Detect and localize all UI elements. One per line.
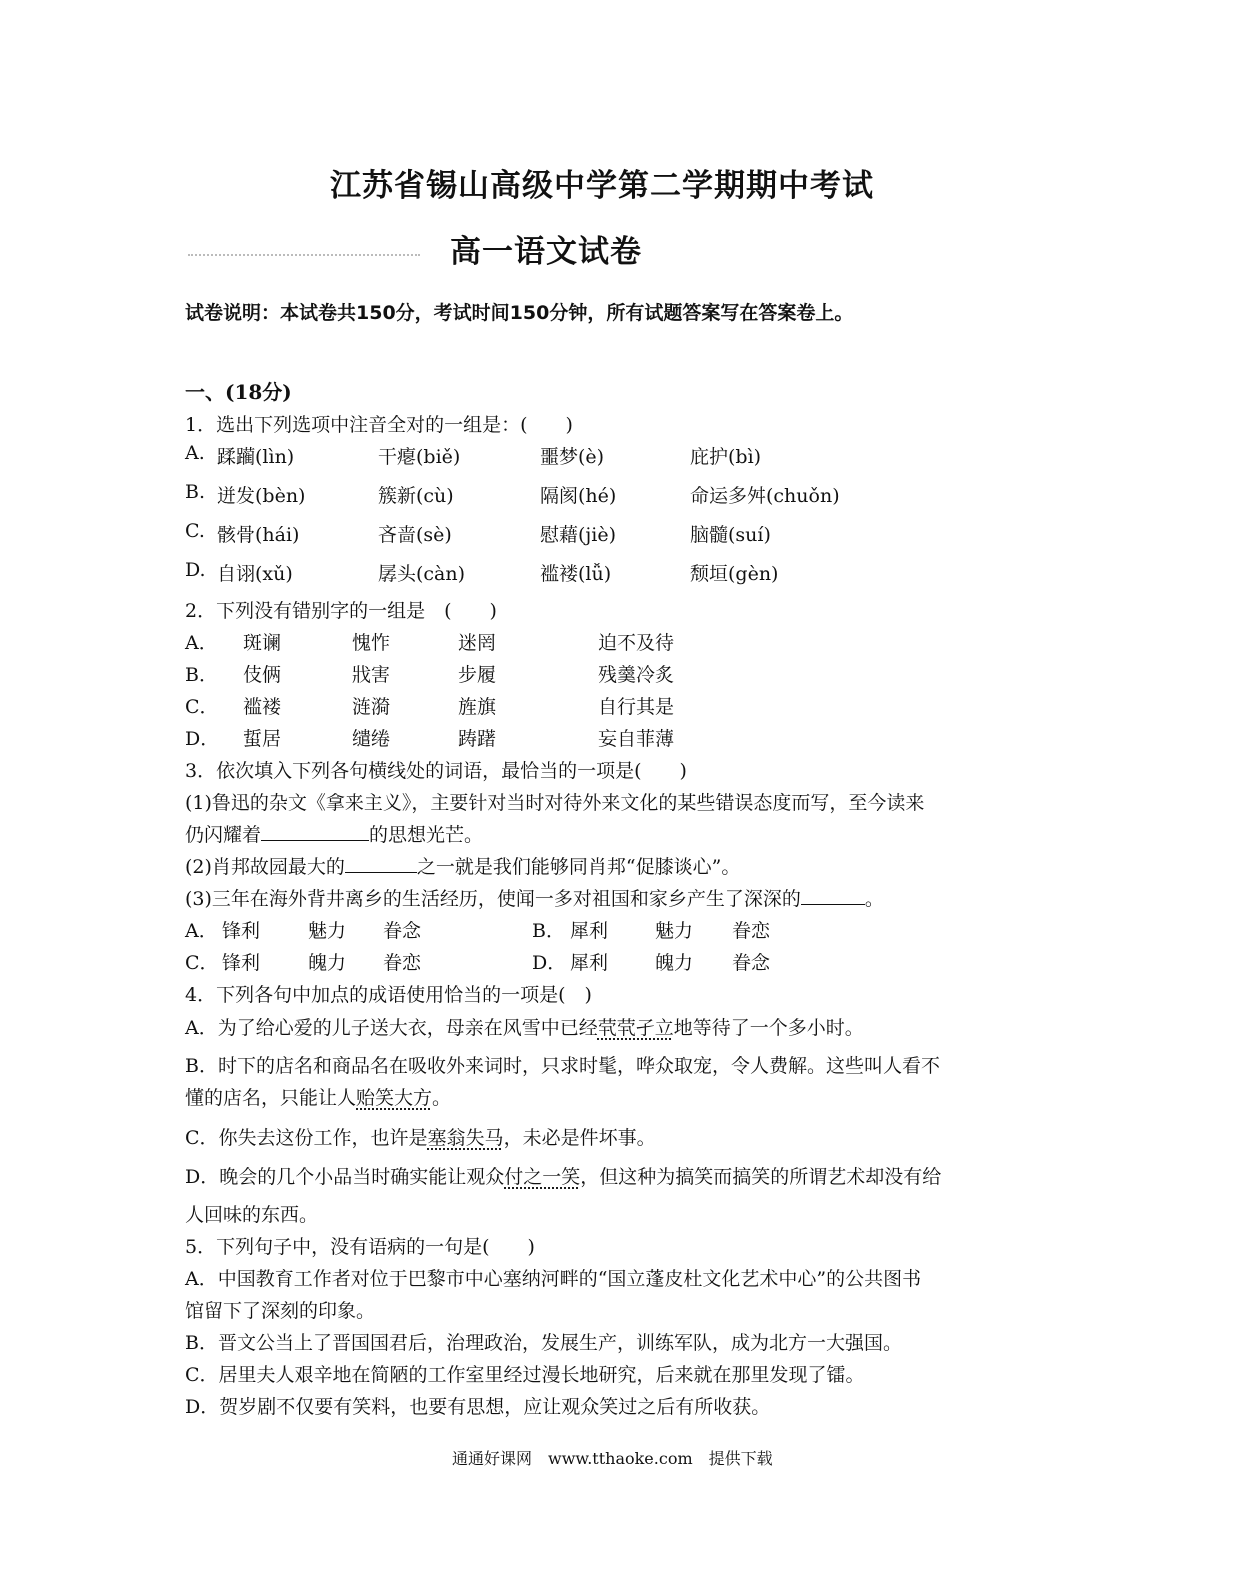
q5-stem: 5．下列句子中，没有语病的一句是( ): [185, 1236, 535, 1258]
exam-subtitle: 高一语文试卷: [450, 234, 642, 270]
page-footer: 通通好课网 www.tthaoke.com 提供下载: [452, 1449, 773, 1468]
q5-option-d: D．贺岁剧不仅要有笑料，也要有思想，应让观众笑过之后有所收获。: [185, 1396, 771, 1418]
option-label: D．: [185, 728, 220, 750]
option-item: 簇新(cù): [378, 485, 454, 507]
option-label: B．: [185, 664, 218, 686]
option-item: 旌旗: [458, 696, 497, 718]
q4-option-b-line1: B．时下的店名和商品名在吸收外来词时，只求时髦，哗众取宠，令人费解。这些叫人看不: [185, 1055, 940, 1077]
text: (3)三年在海外背井离乡的生活经历，使闻一多对祖国和家乡产生了深深的: [185, 888, 801, 910]
text: ，但这种为搞笑而搞笑的所谓艺术却没有给: [580, 1166, 942, 1188]
option-item: 锋利: [222, 952, 261, 974]
option-item: 噩梦(è): [540, 446, 605, 468]
q3-stem: 3．依次填入下列各句横线处的词语，最恰当的一项是( ): [185, 760, 687, 782]
dotted-leader: [188, 254, 420, 258]
text: 地等待了一个多小时。: [673, 1017, 864, 1039]
option-item: 命运多舛(chuǒn): [690, 485, 840, 507]
option-item: 自诩(xǔ): [217, 563, 293, 585]
text: D．晚会的几个小品当时确实能让观众: [185, 1166, 505, 1188]
option-item: 伎俩: [243, 664, 282, 686]
q3-sentence-1-cont: [185, 820, 483, 847]
text: A．为了给心爱的儿子送大衣，母亲在风雪中已经: [185, 1017, 598, 1039]
q3-sentence-1: (1)鲁迅的杂文《拿来主义》，主要针对当时对待外来文化的某些错误态度而写，至今读来: [185, 792, 925, 814]
option-item: 魄力: [655, 952, 694, 974]
option-item: 孱头(càn): [378, 563, 466, 585]
q4-option-a: [185, 1013, 864, 1040]
option-item: 干瘪(biě): [378, 446, 461, 468]
option-item: 脑髓(suí): [690, 524, 771, 546]
option-item: 踌躇: [458, 728, 497, 750]
text: 仍闪耀着: [185, 824, 262, 846]
q4-option-d-line2: 人回味的东西。: [185, 1204, 319, 1226]
option-label: C．: [185, 696, 219, 718]
exam-instructions: 试卷说明：本试卷共150分，考试时间150分钟，所有试题答案写在答案卷上。: [185, 302, 854, 324]
option-item: 锋利: [222, 920, 261, 942]
option-item: 戕害: [352, 664, 391, 686]
option-item: 眷恋: [383, 952, 422, 974]
text: 。: [864, 888, 884, 910]
q4-stem: 4．下列各句中加点的成语使用恰当的一项是( ): [185, 984, 592, 1006]
option-label: B.: [185, 481, 206, 503]
q3-sentence-2: [185, 852, 740, 879]
option-item: 褴褛(lǚ): [540, 563, 612, 585]
fill-blank: [801, 886, 865, 905]
q4-option-b-line2: [185, 1083, 451, 1110]
option-item: 犀利: [570, 920, 609, 942]
option-item: 愧怍: [352, 632, 391, 654]
option-item: 迷罔: [458, 632, 497, 654]
option-item: 庇护(bì): [690, 446, 762, 468]
dotted-idiom: 付之一笑: [504, 1166, 581, 1188]
option-item: 骸骨(hái): [217, 524, 300, 546]
option-label: C.: [185, 520, 205, 542]
q1-stem: 1．选出下列选项中注音全对的一组是：( ): [185, 414, 573, 436]
option-item: 自行其是: [598, 696, 675, 718]
option-item: 魅力: [655, 920, 694, 942]
q5-option-a-line2: 馆留下了深刻的印象。: [185, 1300, 376, 1322]
option-label: C．: [185, 952, 219, 974]
section-heading: 一、(18分): [185, 380, 292, 404]
text: (2)肖邦故园最大的: [185, 856, 345, 878]
text: C．你失去这份工作，也许是: [185, 1127, 428, 1149]
option-item: 涟漪: [352, 696, 391, 718]
option-item: 眷念: [383, 920, 422, 942]
option-item: 步履: [458, 664, 497, 686]
q5-option-c: C．居里夫人艰辛地在简陋的工作室里经过漫长地研究，后来就在那里发现了镭。: [185, 1364, 865, 1386]
option-item: 迫不及待: [598, 632, 675, 654]
option-item: 魄力: [308, 952, 347, 974]
option-item: 眷恋: [732, 920, 771, 942]
q3-sentence-3: [185, 884, 884, 911]
q4-option-c: [185, 1123, 656, 1150]
option-item: 颓垣(gèn): [690, 563, 779, 585]
option-label: D.: [185, 559, 206, 581]
option-item: 慰藉(jiè): [540, 524, 617, 546]
fill-blank: [261, 822, 369, 841]
q5-option-a-line1: A．中国教育工作者对位于巴黎市中心塞纳河畔的“国立蓬皮杜文化艺术中心”的公共图书: [185, 1268, 922, 1290]
option-item: 隔阂(hé): [540, 485, 617, 507]
option-item: 犀利: [570, 952, 609, 974]
option-item: 蹂躏(lìn): [217, 446, 295, 468]
text: 之一就是我们能够同肖邦“促膝谈心”。: [416, 856, 741, 878]
option-item: 缱绻: [352, 728, 391, 750]
option-item: 斑谰: [243, 632, 282, 654]
q4-option-d-line1: [185, 1162, 941, 1189]
option-item: 魅力: [308, 920, 347, 942]
option-label: A.: [185, 442, 205, 464]
option-label: B．: [532, 920, 565, 942]
text: ，未必是件坏事。: [503, 1127, 656, 1149]
option-label: A．: [185, 920, 218, 942]
exam-title: 江苏省锡山高级中学第二学期期中考试: [330, 168, 874, 204]
text: 。: [432, 1087, 452, 1109]
dotted-idiom: 贻笑大方: [356, 1087, 433, 1109]
option-item: 眷念: [732, 952, 771, 974]
option-item: 迸发(bèn): [217, 485, 306, 507]
option-item: 残羹冷炙: [598, 664, 675, 686]
q5-option-b: B．晋文公当上了晋国国君后，治理政治，发展生产，训练军队，成为北方一大强国。: [185, 1332, 902, 1354]
option-item: 妄自菲薄: [598, 728, 675, 750]
option-item: 吝啬(sè): [378, 524, 452, 546]
option-label: D．: [532, 952, 567, 974]
text: 的思想光芒。: [369, 824, 484, 846]
option-item: 蜇居: [243, 728, 282, 750]
text: 懂的店名，只能让人: [185, 1087, 357, 1109]
dotted-idiom: 茕茕孑立: [597, 1017, 674, 1039]
fill-blank: [345, 854, 417, 873]
q2-stem: 2．下列没有错别字的一组是 ( ): [185, 600, 497, 622]
option-label: A．: [185, 632, 218, 654]
dotted-idiom: 塞翁失马: [427, 1127, 504, 1149]
option-item: 褴褛: [243, 696, 282, 718]
